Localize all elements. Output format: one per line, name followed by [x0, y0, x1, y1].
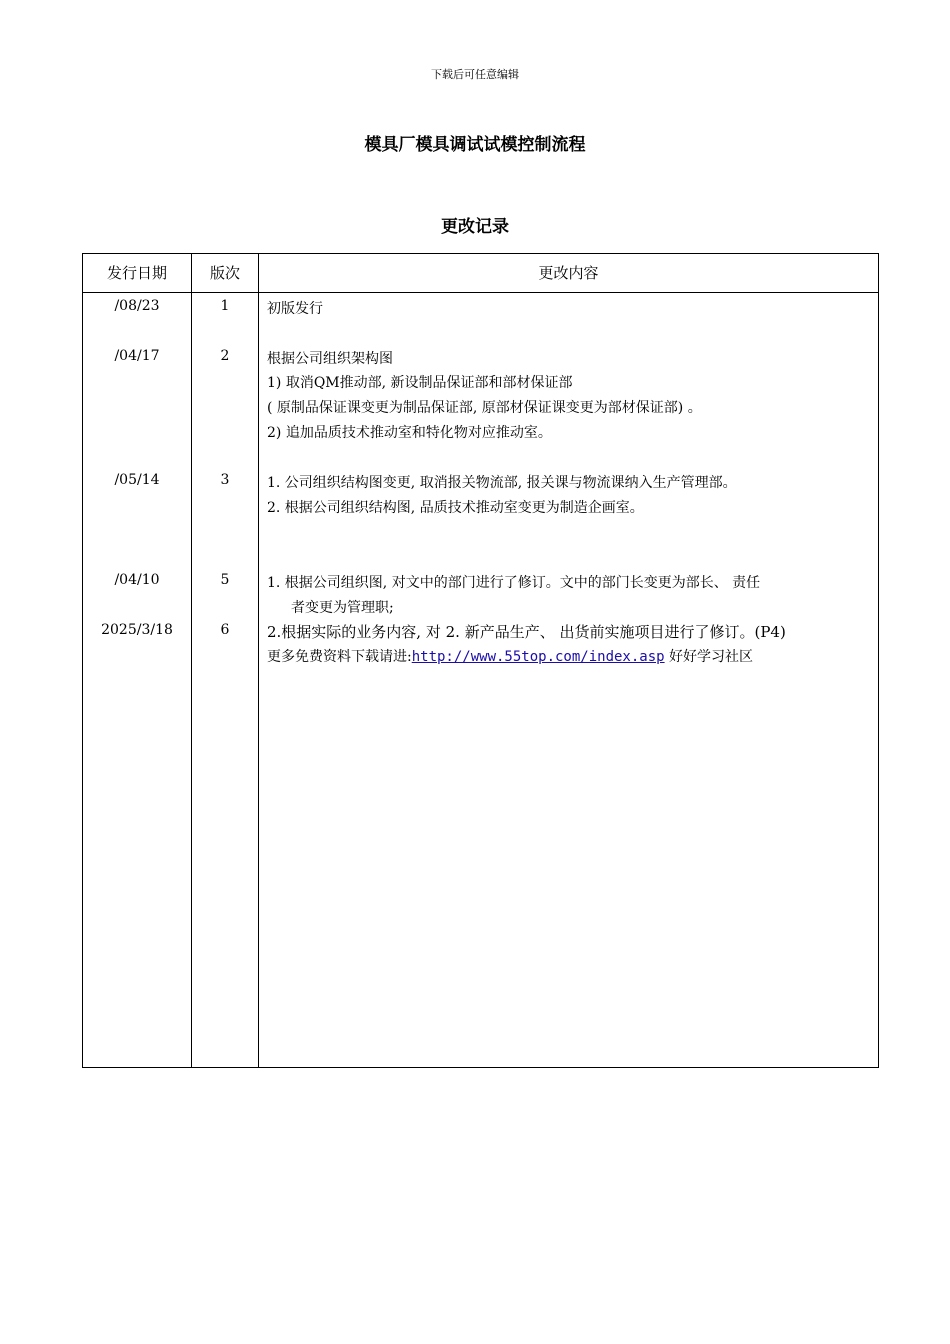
row-content-line: 2) 追加品质技术推动室和特化物对应推动室。: [267, 425, 552, 441]
row-content-line: 2. 根据公司组织结构图, 品质技术推动室变更为制造企画室。: [267, 500, 644, 516]
header-version: 版次: [209, 264, 240, 282]
row-version: 5: [220, 572, 230, 588]
header-content: 更改内容: [538, 264, 599, 282]
column-divider: [258, 254, 259, 1067]
row-content-line: 根据公司组织架构图: [267, 351, 393, 367]
row-date: /04/10: [114, 572, 160, 588]
row-content-line: 1) 取消QM推动部, 新设制品保证部和部材保证部: [267, 375, 573, 391]
row-version: 1: [220, 298, 230, 314]
row-date: /05/14: [114, 472, 160, 488]
row-content-line: 初版发行: [267, 301, 323, 317]
document-title: 模具厂模具调试试模控制流程: [364, 135, 586, 155]
revision-table: [82, 253, 879, 1068]
row-version: 6: [220, 622, 230, 638]
row-date: /04/17: [114, 348, 160, 364]
section-title: 更改记录: [441, 217, 509, 237]
download-note-prefix: 更多免费资料下载请进:: [267, 649, 412, 665]
row-content-line: 者变更为管理职;: [291, 600, 394, 616]
row-date: 2025/3/18: [101, 622, 173, 638]
download-note-suffix: 好好学习社区: [664, 649, 754, 665]
row-content-line: 1. 根据公司组织图, 对文中的部门进行了修订。文中的部门长变更为部长、 责任: [267, 575, 761, 591]
download-link[interactable]: http://www.55top.com/index.asp: [411, 649, 665, 665]
row-date: /08/23: [114, 298, 160, 314]
row-version: 3: [220, 472, 230, 488]
header-note: 下载后可任意编辑: [431, 68, 519, 81]
header-divider: [83, 292, 878, 293]
column-divider: [191, 254, 192, 1067]
row-version: 2: [220, 348, 230, 364]
download-note: [267, 646, 753, 666]
row-content-line: 1. 公司组织结构图变更, 取消报关物流部, 报关课与物流课纳入生产管理部。: [267, 475, 737, 491]
row-content-line: ( 原制品保证课变更为制品保证部, 原部材保证课变更为部材保证部) 。: [267, 400, 702, 416]
header-date: 发行日期: [106, 264, 167, 282]
row-content-line: 2.根据实际的业务内容, 对 2. 新产品生产、 出货前实施项目进行了修订。(P4): [267, 623, 786, 641]
